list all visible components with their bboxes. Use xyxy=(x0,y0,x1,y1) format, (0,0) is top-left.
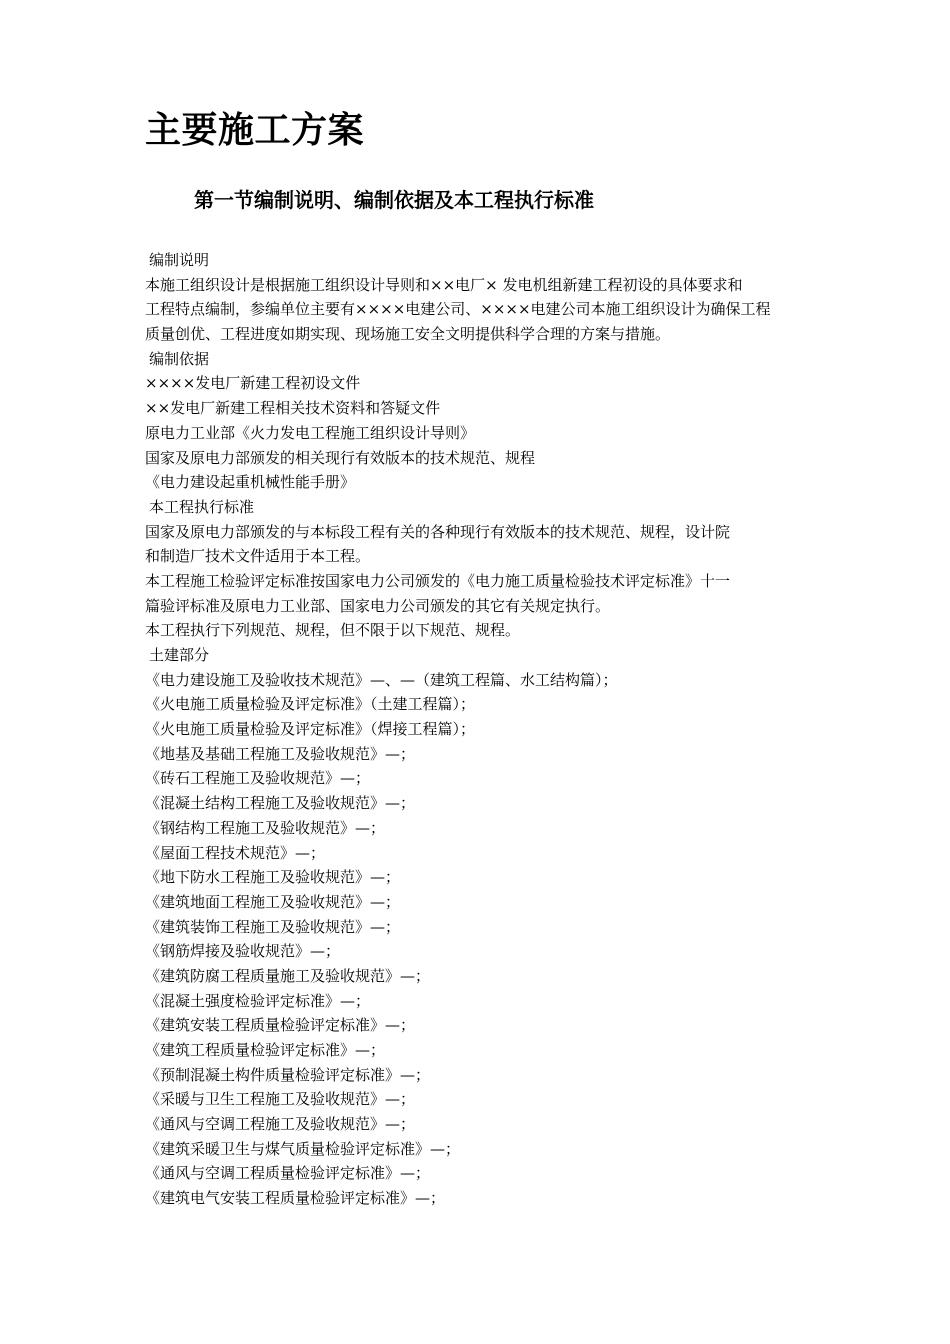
body-text-line: 国家及原电力部颁发的相关现行有效版本的技术规范、规程 xyxy=(145,448,536,467)
body-text-line: 《预制混凝土构件质量检验评定标准》—； xyxy=(145,1065,431,1084)
body-text-line: 《地下防水工程施工及验收规范》—； xyxy=(145,868,401,887)
body-text-line: ××××发电厂新建工程初设文件 xyxy=(145,374,361,393)
document-title: 主要施工方案 xyxy=(145,109,365,151)
body-text-line: 《屋面工程技术规范》—； xyxy=(145,843,326,862)
body-text-line: 《地基及基础工程施工及验收规范》—； xyxy=(145,744,416,763)
body-text-line: 《电力建设施工及验收技术规范》—、—（建筑工程篇、水工结构篇）； xyxy=(145,670,618,689)
body-text-line: 篇验评标准及原电力工业部、国家电力公司颁发的其它有关规定执行。 xyxy=(145,596,611,615)
body-text-line: 工程特点编制，参编单位主要有××××电建公司、××××电建公司本施工组织设计为确保工程 xyxy=(145,300,771,319)
body-text-line: 《建筑电气安装工程质量检验评定标准》—； xyxy=(145,1189,446,1208)
body-text-line: 《通风与空调工程质量检验评定标准》—； xyxy=(145,1164,431,1183)
body-text-line: 《砖石工程施工及验收规范》—； xyxy=(145,769,371,788)
body-text-line: 本施工组织设计是根据施工组织设计导则和××电厂× 发电机组新建工程初设的具体要求和 xyxy=(145,275,743,294)
body-text-line: 《通风与空调工程施工及验收规范》—； xyxy=(145,1115,416,1134)
body-text-line: 《火电施工质量检验及评定标准》（焊接工程篇）； xyxy=(145,720,476,739)
body-text-line: 《钢结构工程施工及验收规范》—； xyxy=(145,818,386,837)
body-text-line: 《建筑采暖卫生与煤气质量检验评定标准》—； xyxy=(145,1139,461,1158)
body-text-line: 本工程施工检验评定标准按国家电力公司颁发的《电力施工质量检验技术评定标准》十一 xyxy=(145,571,731,590)
section-heading: 编制依据 xyxy=(149,349,210,368)
body-text-line: 《混凝土结构工程施工及验收规范》—； xyxy=(145,794,416,813)
body-text-line: 《建筑防腐工程质量施工及验收规范》—； xyxy=(145,966,431,985)
body-text-line: 《建筑工程质量检验评定标准》—； xyxy=(145,1041,386,1059)
section-heading: 本工程执行标准 xyxy=(149,497,255,516)
document-body xyxy=(145,248,810,1211)
body-text-line: 《采暖与卫生工程施工及验收规范》—； xyxy=(145,1090,416,1109)
body-text-line: 《火电施工质量检验及评定标准》（土建工程篇）； xyxy=(145,695,476,714)
section-title: 第一节编制说明、编制依据及本工程执行标准 xyxy=(194,188,594,212)
body-text-line: 国家及原电力部颁发的与本标段工程有关的各种现行有效版本的技术规范、规程，设计院 xyxy=(145,522,731,541)
body-text-line: 《混凝土强度检验评定标准》—； xyxy=(145,991,371,1010)
body-text-line: 本工程执行下列规范、规程，但不限于以下规范、规程。 xyxy=(145,621,521,640)
section-heading: 土建部分 xyxy=(149,646,210,664)
body-text-line: 《建筑装饰工程施工及验收规范》—； xyxy=(145,917,401,936)
body-text-line: 和制造厂技术文件适用于本工程。 xyxy=(145,547,371,566)
body-text-line: 原电力工业部《火力发电工程施工组织设计导则》 xyxy=(145,423,476,442)
body-text-line: 《电力建设起重机械性能手册》 xyxy=(145,473,356,492)
body-text-line: 《钢筋焊接及验收规范》—； xyxy=(145,942,341,961)
body-text-line: 《建筑安装工程质量检验评定标准》—； xyxy=(145,1016,416,1035)
body-text-line: 质量创优、工程进度如期实现、现场施工安全文明提供科学合理的方案与措施。 xyxy=(145,325,671,344)
body-text-line: ××发电厂新建工程相关技术资料和答疑文件 xyxy=(145,399,441,418)
section-heading: 编制说明 xyxy=(149,251,210,269)
body-text-line: 《建筑地面工程施工及验收规范》—； xyxy=(145,892,401,911)
